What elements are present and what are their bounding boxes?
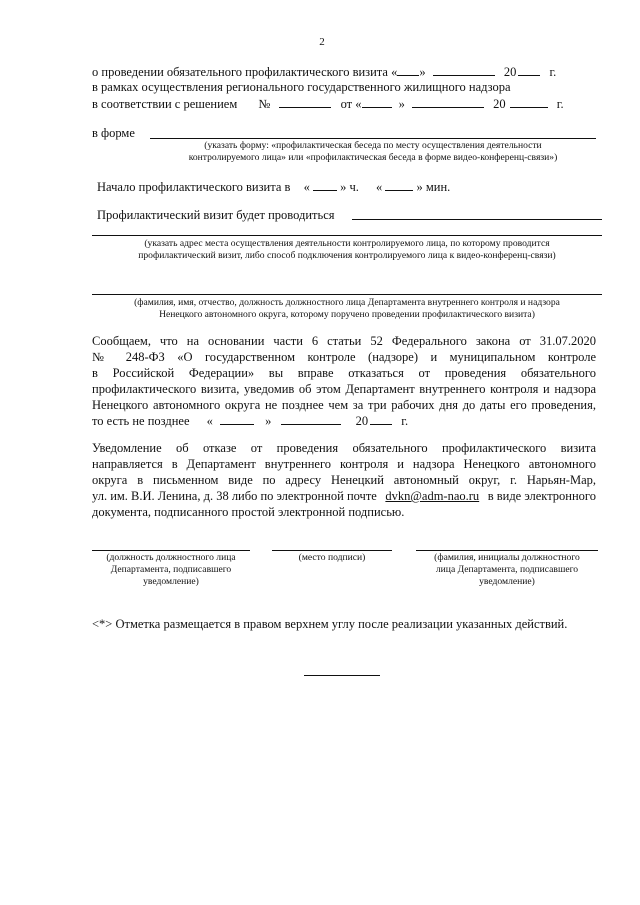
email-link[interactable]: dvkn@adm-nao.ru	[385, 489, 480, 503]
official-hint-line-2: Ненецкого автономного округа, которому поручено проведении профилактического визита)	[159, 309, 535, 320]
paragraph2-line-4	[92, 488, 596, 504]
paragraph1-last-line	[92, 413, 408, 428]
location-underline-1	[352, 219, 602, 220]
minute-close-quote: » мин.	[416, 180, 451, 194]
header-line-1	[92, 64, 556, 79]
minute-open-quote: «	[376, 180, 383, 194]
closing-rule	[304, 675, 380, 676]
hour-open-quote: «	[303, 180, 310, 194]
page-number: 2	[319, 36, 325, 48]
header-line-1-close-quote: »	[419, 65, 426, 79]
start-time-line	[97, 179, 450, 194]
header-line-3-text: в соответствии с решением	[92, 97, 238, 111]
paragraph1-line: в Российской Федерации» вы вправе отказаться от проведения обязательного	[92, 366, 596, 380]
deadline-open-quote: «	[206, 414, 213, 428]
decision-month-blank	[412, 96, 484, 108]
header-line-3-g: г.	[556, 97, 564, 111]
name-caption-line-2: лица Департамента, подписавшего	[435, 564, 579, 575]
name-caption-line-3: уведомление)	[479, 576, 535, 587]
header-line-3-close-quote: »	[398, 97, 405, 111]
header-line-3-year: 20	[493, 97, 506, 111]
paragraph2-line: Уведомление об отказе от проведения обязательного профилактического визита	[92, 441, 596, 455]
deadline-month-blank	[281, 413, 341, 425]
location-hint-line-2: профилактический визит, либо способ подключения контролируемого лица к видео-конференц-связи)	[138, 250, 556, 261]
form-hint	[150, 140, 596, 164]
paragraph2-line: документа, подписанного простой электронной подписью.	[92, 505, 405, 519]
start-time-label: Начало профилактического визита в	[97, 180, 291, 194]
paragraph1-line: профилактического визита, уведомив об этом Департамент внутреннего контроля и надзора	[92, 382, 596, 396]
month-blank	[433, 64, 495, 76]
header-line-1-text: о проведении обязательного профилактического визита «	[92, 65, 398, 79]
official-hint	[92, 297, 602, 321]
header-line-1-g: г.	[549, 65, 557, 79]
form-hint-line-2: контролируемого лица» или «профилактическая беседа в форме видео-конференц-связи»)	[188, 152, 558, 163]
paragraph1-line: № 248-ФЗ «О государственном контроле (надзоре) и муниципальном контроле	[92, 350, 596, 364]
paragraph1-line: Ненецкого автономного округа не позднее чем за три рабочих дня до даты его проведения,	[92, 398, 596, 412]
header-line-3	[92, 96, 564, 111]
form-underline	[150, 138, 596, 139]
year-blank	[518, 64, 540, 76]
deadline-year-blank	[370, 413, 392, 425]
form-label: в форме	[92, 126, 135, 140]
paragraph2-line: округа в письменном виде по адресу Ненецкий автономный округ, г. Нарьян-Мар,	[92, 473, 596, 487]
deadline-close-quote: »	[265, 414, 272, 428]
header-line-1-year: 20	[503, 65, 517, 79]
day-blank	[397, 64, 419, 76]
location-underline-2	[92, 235, 602, 236]
position-caption-line-1: (должность должностного лица	[106, 552, 236, 563]
header-line-3-from: от «	[340, 97, 362, 111]
position-caption-line-2: Департамента, подписавшего	[110, 564, 232, 575]
paragraph2-line-4-suffix: в виде электронного	[487, 489, 596, 503]
name-signature-line	[416, 550, 598, 551]
place-signature-line	[272, 550, 392, 551]
official-underline	[92, 294, 602, 295]
number-sign: №	[258, 97, 271, 111]
footnote: <*> Отметка размещается в правом верхнем углу после реализации указанных действий.	[92, 617, 568, 631]
position-caption	[92, 552, 250, 588]
location-hint-line-1: (указать адрес места осуществления деятельности контролируемого лица, по которому проводится	[144, 238, 550, 249]
form-hint-line-1: (указать форму: «профилактическая беседа по месту осуществления деятельности	[204, 140, 542, 151]
location-label: Профилактический визит будет проводиться	[97, 208, 335, 222]
hour-close-quote: » ч.	[340, 180, 359, 194]
deadline-g: г.	[401, 414, 409, 428]
deadline-day-blank	[220, 413, 254, 425]
decision-number-blank	[279, 96, 331, 108]
decision-day-blank	[362, 96, 392, 108]
location-hint	[92, 238, 602, 262]
minute-blank	[385, 179, 413, 191]
paragraph1-line: Сообщаем, что на основании части 6 статьи 52 Федерального закона от 31.07.2020	[92, 334, 596, 348]
header-line-2: в рамках осуществления регионального государственного жилищного надзора	[92, 80, 511, 94]
place-caption: (место подписи)	[298, 552, 366, 563]
official-hint-line-1: (фамилия, имя, отчество, должность должностного лица Департамента внутреннего контроля и надзора	[134, 297, 560, 308]
deadline-year: 20	[355, 414, 369, 428]
paragraph2-line-4-prefix: ул. им. В.И. Ленина, д. 38 либо по электронной почте	[92, 489, 377, 503]
name-caption-line-1: (фамилия, инициалы должностного	[434, 552, 580, 563]
name-caption	[416, 552, 598, 588]
paragraph2-line: направляется в Департамент внутреннего контроля и надзора Ненецкого автономного	[92, 457, 596, 471]
position-signature-line	[92, 550, 250, 551]
deadline-prefix: то есть не позднее	[92, 414, 190, 428]
hour-blank	[313, 179, 337, 191]
position-caption-line-3: уведомление)	[143, 576, 199, 587]
decision-year-blank	[510, 96, 548, 108]
